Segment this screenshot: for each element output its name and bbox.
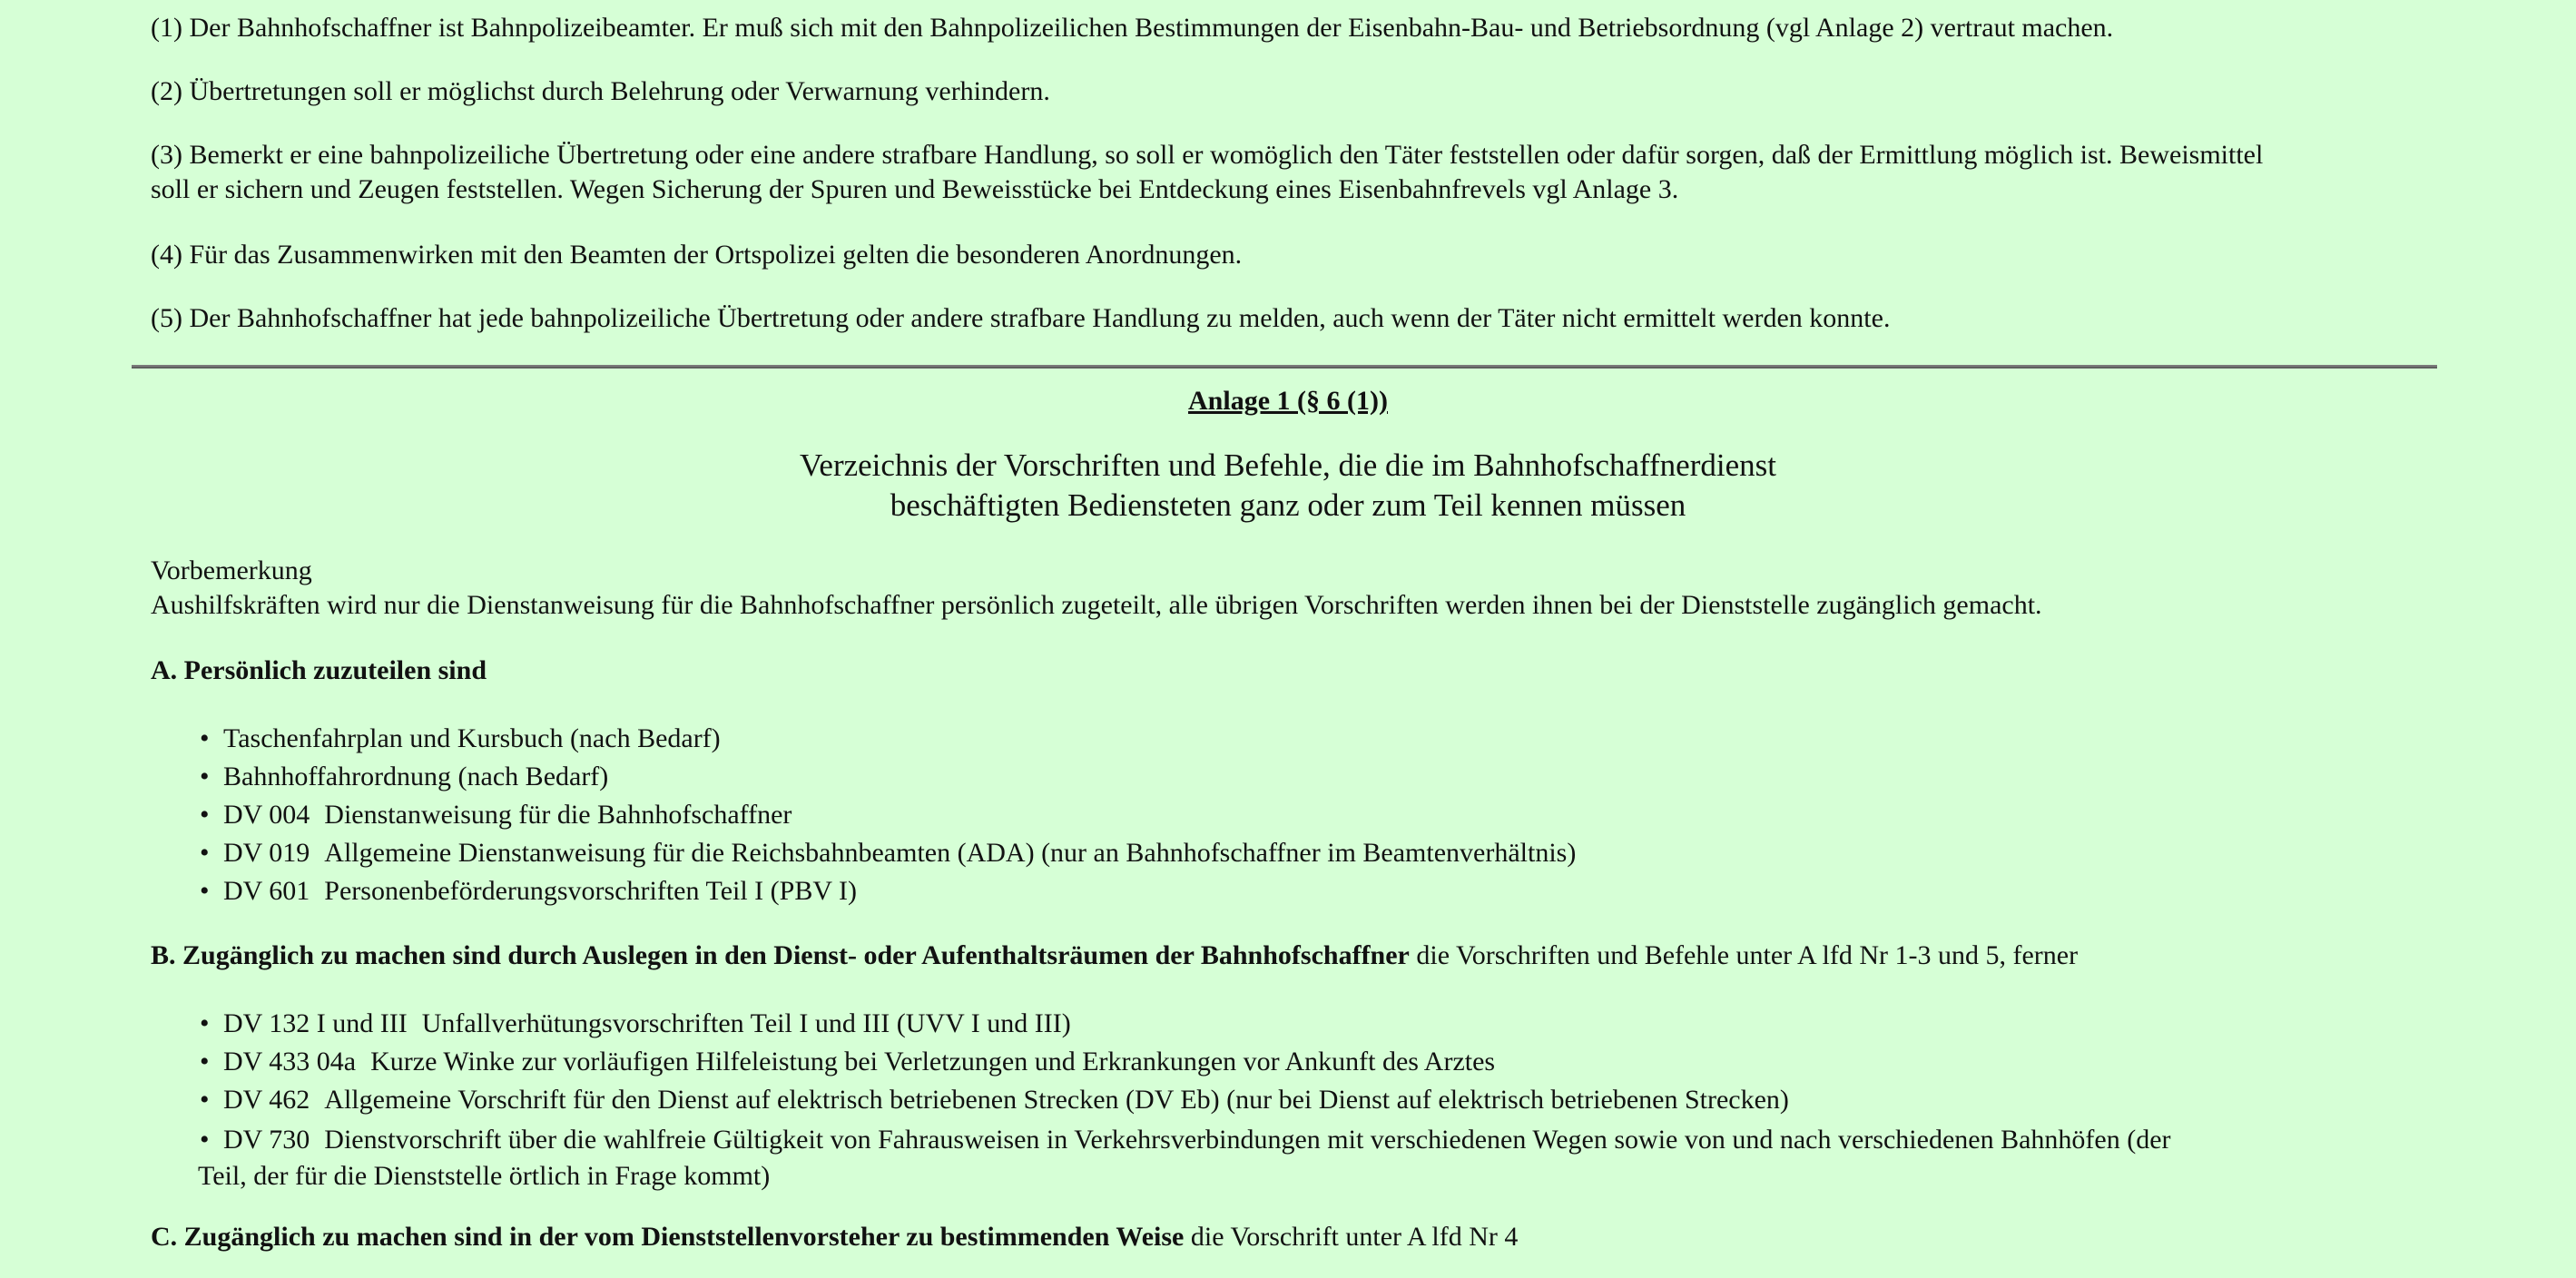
paragraph-5: (5) Der Bahnhofschaffner hat jede bahnpolizeiliche Übertretung oder andere strafbare Handlung zu melden, auch wenn der Täter nicht ermittelt werden konnte. <box>151 303 1891 333</box>
bullet-icon: • <box>200 1125 210 1155</box>
bullet-icon: • <box>200 762 210 791</box>
bullet-icon: • <box>200 1085 210 1115</box>
bullet-icon: • <box>200 1008 210 1038</box>
section-a-heading-text: A. Persönlich zuzuteilen sind <box>151 655 487 685</box>
list-item: • Taschenfahrplan und Kursbuch (nach Bedarf) <box>223 720 1576 758</box>
item-code: DV 462 <box>223 1085 310 1115</box>
vorbemerkung <box>151 554 2447 623</box>
item-text-line-1: Dienstvorschrift über die wahlfreie Gültigkeit von Fahrausweisen in Verkehrsverbindungen mit verschiedenen Wegen sowie von und nach verschiedenen Bahnhöfen (der <box>324 1125 2171 1155</box>
section-b-tail: die Vorschriften und Befehle unter A lfd Nr 1-3 und 5, ferner <box>1409 940 2079 970</box>
section-c-heading-text: C. Zugänglich zu machen sind in der vom Dienststellenvorsteher zu bestimmenden Weise <box>151 1222 1185 1252</box>
bullet-icon: • <box>200 876 210 906</box>
section-b-heading-text: B. Zugänglich zu machen sind durch Auslegen in den Dienst- oder Aufenthaltsräumen der Bahnhofschaffner <box>151 940 1410 970</box>
vorbemerkung-text: Aushilfskräften wird nur die Dienstanweisung für die Bahnhofschaffner persönlich zugeteilt, alle übrigen Vorschriften werden ihnen bei der Dienststelle zugänglich gemacht. <box>151 590 2042 620</box>
list-item: • DV 462 Allgemeine Vorschrift für den Dienst auf elektrisch betriebenen Strecken (DV Eb) (nur bei Dienst auf elektrisch betriebenen Strecken) <box>223 1081 1789 1119</box>
paragraph-3-line-2: soll er sichern und Zeugen feststellen. Wegen Sicherung der Spuren und Beweisstücke bei Entdeckung eines Eisenbahnfrevels vgl Anlage 3. <box>151 174 1679 204</box>
paragraph-4: (4) Für das Zusammenwirken mit den Beamten der Ortspolizei gelten die besonderen Anordnungen. <box>151 240 1243 270</box>
paragraph-1: (1) Der Bahnhofschaffner ist Bahnpolizeibeamter. Er muß sich mit den Bahnpolizeilichen Bestimmungen der Eisenbahn-Bau- und Betriebsordnung (vgl Anlage 2) vertraut machen. <box>151 13 2114 43</box>
list-item: • DV 019 Allgemeine Dienstanweisung für die Reichsbahnbeamten (ADA) (nur an Bahnhofschaffner im Beamtenverhältnis) <box>223 834 1576 872</box>
horizontal-rule <box>132 365 2437 369</box>
section-b-list <box>200 1005 1789 1119</box>
vorbemerkung-label: Vorbemerkung <box>151 555 312 585</box>
paragraph-3-line-1: (3) Bemerkt er eine bahnpolizeiliche Übertretung oder eine andere strafbare Handlung, so soll er womöglich den Täter feststellen oder dafür sorgen, daß der Ermittlung möglich ist. Beweismittel <box>151 140 2264 170</box>
list-item <box>198 1122 2365 1191</box>
list-item: • DV 132 I und III Unfallverhütungsvorschriften Teil I und III (UVV I und III) <box>223 1005 1789 1043</box>
bullet-icon: • <box>200 800 210 830</box>
list-item: • DV 433 04a Kurze Winke zur vorläufigen Hilfeleistung bei Verletzungen und Erkrankungen vor Ankunft des Arztes <box>223 1043 1789 1081</box>
list-item: • Bahnhoffahrordnung (nach Bedarf) <box>223 758 1576 796</box>
item-code: DV 132 I und III <box>223 1008 408 1038</box>
section-a-heading <box>151 654 2447 688</box>
bullet-icon: • <box>200 1047 210 1076</box>
section-c-heading <box>151 1220 2447 1254</box>
paragraph-3 <box>151 138 2447 207</box>
item-code: DV 019 <box>223 838 310 868</box>
bullet-icon: • <box>200 723 210 753</box>
list-item: • DV 004 Dienstanweisung für die Bahnhofschaffner <box>223 796 1576 834</box>
anlage-title-line-2: beschäftigten Bediensteten ganz oder zum Teil kennen müssen <box>890 487 1686 523</box>
anlage-heading: Anlage 1 (§ 6 (1)) <box>1188 386 1388 416</box>
anlage-title-line-1: Verzeichnis der Vorschriften und Befehle, die die im Bahnhofschaffnerdienst <box>800 447 1776 483</box>
item-code: DV 433 04a <box>223 1047 357 1076</box>
bullet-icon: • <box>200 838 210 868</box>
item-code: DV 601 <box>223 876 310 906</box>
item-text-line-2: Teil, der für die Dienststelle örtlich in Frage kommt) <box>198 1161 771 1191</box>
item-code: DV 730 <box>223 1125 310 1155</box>
anlage-title <box>0 446 2576 526</box>
paragraph-2: (2) Übertretungen soll er möglichst durch Belehrung oder Verwarnung verhindern. <box>151 76 1050 106</box>
section-b-heading <box>151 939 2447 973</box>
list-item: • DV 601 Personenbeförderungsvorschriften Teil I (PBV I) <box>223 872 1576 910</box>
section-a-list <box>200 720 1577 910</box>
section-c-tail: die Vorschrift unter A lfd Nr 4 <box>1184 1222 1519 1252</box>
item-code: DV 004 <box>223 800 310 830</box>
